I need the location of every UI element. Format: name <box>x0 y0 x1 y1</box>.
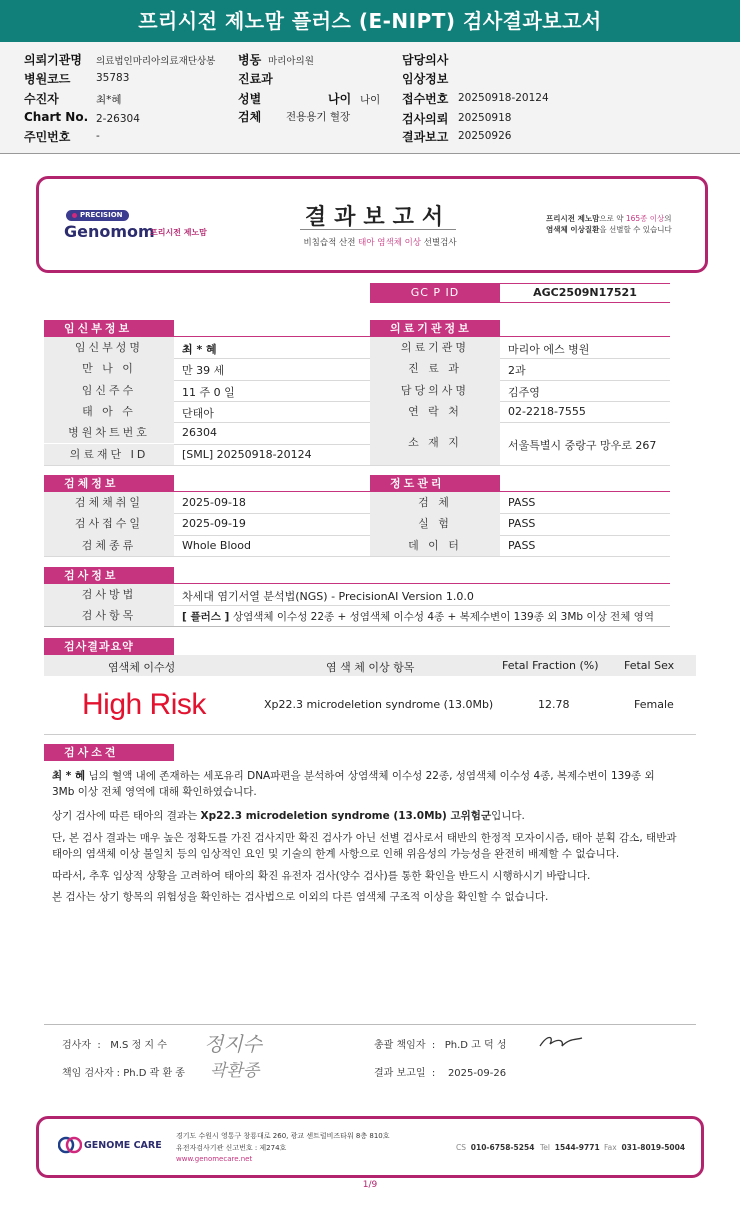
subtitle-c: 선별검사 <box>421 238 457 248</box>
risk-result: High Risk <box>82 688 206 721</box>
row-label: 검체채취일 <box>44 492 174 513</box>
examiner-value: M.S 정 지 수 <box>110 1040 167 1051</box>
row-value: 단태아 <box>182 407 214 421</box>
fraction-value: 12.78 <box>538 698 570 711</box>
note-f: 을 선별할 수 있습니다 <box>599 225 672 234</box>
row-value: 2025-09-19 <box>182 517 246 531</box>
row-divider <box>44 556 370 557</box>
row-label: 데 이 터 <box>370 535 500 556</box>
opinion-name: 최 * 혜 <box>52 770 86 782</box>
responsible-signature: 곽환종 <box>210 1061 260 1081</box>
row-label: 의료재단 ID <box>44 444 174 465</box>
examiner-label-text: 검사자 <box>62 1040 91 1051</box>
row-value: 2과 <box>508 364 526 378</box>
items-text: 상염색체 이수성 22종 + 성염색체 이수성 4종 + 복제수변이 139종 외 3Mb 이상 전체 영역 <box>233 611 654 623</box>
row-label: 만 나 이 <box>44 358 174 379</box>
report-label: 결과보고 <box>402 130 449 144</box>
genome-care-logo-icon <box>58 1136 82 1154</box>
row-label: 실 험 <box>370 513 500 534</box>
pill-dot-icon <box>72 213 77 218</box>
row-value: 마리아 에스 병원 <box>508 343 590 357</box>
section-institution: 의료기관정보 <box>370 320 500 337</box>
director-label: 총괄 책임자 : Ph.D 고 덕 성 <box>374 1040 507 1051</box>
request-header <box>0 42 740 154</box>
footer-cs <box>456 1143 534 1152</box>
genomom-logo: Genomom <box>64 222 155 241</box>
row-label: 병원차트번호 <box>44 422 174 443</box>
brand-sub: 프리시전 제노맘 <box>150 228 207 237</box>
accession-value: 20250918-20124 <box>458 92 549 104</box>
row-label: 진 료 과 <box>370 358 500 379</box>
row-divider <box>44 465 370 466</box>
genome-care-logo: GENOME CARE <box>84 1140 162 1151</box>
row-divider <box>370 465 670 466</box>
row-divider <box>44 734 696 735</box>
dept-label: 진료과 <box>238 72 273 86</box>
report-value: 20250926 <box>458 130 512 142</box>
rrn-value: - <box>96 130 100 142</box>
page-number: 1/9 <box>362 1180 378 1190</box>
age-value: 나이 <box>360 94 381 106</box>
report-date-label: 결과 보고일 : 2025-09-26 <box>374 1068 507 1079</box>
items-bold: [ 플러스 ] <box>182 611 233 623</box>
row-value: 김주영 <box>508 385 540 399</box>
subtitle-a: 비침습적 산전 <box>303 238 359 248</box>
ward-label: 병동 <box>238 53 262 67</box>
row-label: 검 체 <box>370 492 500 513</box>
row-label: 임신주수 <box>44 380 174 401</box>
summary-col1: 염색체 이수성 <box>108 661 176 674</box>
fax-label: Fax <box>604 1143 617 1152</box>
doctor-label: 담당의사 <box>402 53 449 67</box>
method-value: 차세대 염기서열 분석법(NGS) - PrecisionAI Version 1.0.0 <box>182 590 474 603</box>
opinion-p2-c: 입니다. <box>491 810 525 822</box>
pill-text: PRECISION <box>80 211 123 219</box>
section-line <box>500 336 670 337</box>
section-summary: 검사결과요약 <box>44 638 174 655</box>
opinion-p2 <box>52 808 702 824</box>
inst-label: 의뢰기관명 <box>24 53 82 67</box>
row-value: 26304 <box>182 426 217 440</box>
cs-label: CS <box>456 1143 466 1152</box>
patient-label: 수진자 <box>24 92 59 106</box>
row-value: 만 39 세 <box>182 364 225 378</box>
chart-label: Chart No. <box>24 110 89 124</box>
row-divider <box>370 556 670 557</box>
specimen-label: 검체 <box>238 110 262 124</box>
opinion-p1-line2: 3Mb 이상 전체 영역에 대해 확인하였습니다. <box>52 786 257 798</box>
row-label: 소 재 지 <box>370 422 500 465</box>
section-line <box>174 336 370 337</box>
summary-col4: Fetal Sex <box>624 659 675 672</box>
cs-value: 010-6758-5254 <box>470 1143 535 1152</box>
row-value: 서울특별시 중랑구 망우로 267 <box>508 439 657 452</box>
summary-col2: 염 색 체 이상 항목 <box>326 661 415 674</box>
accession-label: 접수번호 <box>402 92 449 106</box>
finding-value: Xp22.3 microdeletion syndrome (13.0Mb) <box>264 698 494 711</box>
opinion-p4: 따라서, 추후 임상적 상황을 고려하여 태아의 확진 유전자 검사(양수 검사)를 통한 확인을 반드시 시행하시기 바랍니다. <box>52 870 591 882</box>
precision-pill <box>66 210 129 221</box>
footer-address: 경기도 수원시 영통구 창룡대로 260, 광교 센트럴비즈타워 8층 810호 <box>176 1132 390 1140</box>
patient-value: 최*혜 <box>96 94 122 106</box>
opinion-p2-b: Xp22.3 microdeletion syndrome (13.0Mb) 고위험군 <box>200 810 492 822</box>
method-label: 검사방법 <box>44 584 174 605</box>
specimen-value: 전용용기 혈장 <box>286 111 351 123</box>
request-label: 검사의뢰 <box>402 112 449 126</box>
section-opinion: 검사소견 <box>44 744 174 761</box>
row-label: 검사접수일 <box>44 513 174 534</box>
chart-value: 2-26304 <box>96 113 140 125</box>
row-value: [SML] 20250918-20124 <box>182 447 312 461</box>
section-line <box>500 491 670 492</box>
gcpid-label: GC P ID <box>370 283 500 303</box>
report-date-label-text: 결과 보고일 <box>374 1068 426 1079</box>
row-value: Whole Blood <box>182 538 251 552</box>
row-label: 의료기관명 <box>370 337 500 358</box>
section-pregnant: 임신부정보 <box>44 320 174 337</box>
note-c: 165종 이상 <box>625 214 665 223</box>
section-line <box>174 491 370 492</box>
items-value <box>182 609 654 624</box>
code-value: 35783 <box>96 72 130 84</box>
director-signature <box>536 1030 586 1052</box>
responsible-label: 책임 검사자 : Ph.D 곽 환 종 <box>62 1068 185 1079</box>
gcpid-value: AGC2509N17521 <box>500 283 670 303</box>
section-specimen: 검체정보 <box>44 475 174 492</box>
tel-value: 1544-9771 <box>554 1143 600 1152</box>
footer-license: 유전자검사기관 신고번호 : 제274호 <box>176 1144 287 1152</box>
row-value: 11 주 0 일 <box>182 385 235 399</box>
inst-value: 의료법인마리아의료재단상봉 <box>96 56 216 67</box>
age-label: 나이 <box>328 92 352 106</box>
opinion-p3 <box>52 830 702 862</box>
row-value: 최 * 혜 <box>182 343 217 357</box>
row-value: 2025-09-18 <box>182 496 246 510</box>
row-label: 연 락 처 <box>370 401 500 422</box>
rrn-label: 주민번호 <box>24 130 71 144</box>
banner-note <box>546 213 696 235</box>
row-label: 담당의사명 <box>370 380 500 401</box>
note-a: 프리시전 제노맘 <box>546 214 600 223</box>
fax-value: 031-8019-5004 <box>621 1143 686 1152</box>
note-b: 으로 약 <box>599 214 626 223</box>
report-title: 프리시전 제노맘 플러스 (E-NIPT) 검사결과보고서 <box>0 0 740 42</box>
doc-title: 결과보고서 <box>304 205 452 230</box>
ward-value: 마리아의원 <box>268 56 314 67</box>
row-label: 검체종류 <box>44 535 174 556</box>
subtitle-b: 태아 염색체 이상 <box>358 238 421 248</box>
examiner-signature: 정지수 <box>204 1032 262 1056</box>
director-value: Ph.D 고 덕 성 <box>444 1040 507 1051</box>
doc-subtitle <box>280 236 480 248</box>
row-value: PASS <box>508 538 536 552</box>
footer-fax <box>604 1143 685 1152</box>
opinion-p3-line2: 태아의 염색체 이상 불일치 등의 임상적인 요인 및 기술의 한계 사항으로 인해 위음성의 가능성을 완전히 배제할 수 없습니다. <box>52 848 620 860</box>
row-value: PASS <box>508 496 536 510</box>
sex-label: 성별 <box>238 92 262 106</box>
note-e: 염색체 이상질환 <box>546 225 600 234</box>
title-divider <box>300 229 456 230</box>
tel-label: Tel <box>540 1143 551 1152</box>
opinion-p5: 본 검사는 상기 항목의 위험성을 확인하는 검사법으로 이외의 다른 염색체 구조적 이상을 확인할 수 없습니다. <box>52 891 549 903</box>
row-label: 태 아 수 <box>44 401 174 422</box>
report-date-value: 2025-09-26 <box>447 1068 507 1079</box>
signature-divider <box>44 1024 696 1025</box>
row-label: 임신부성명 <box>44 337 174 358</box>
row-value: 02-2218-7555 <box>508 405 586 419</box>
row-value: PASS <box>508 517 536 531</box>
items-label: 검사항목 <box>44 605 174 626</box>
fetal-sex-value: Female <box>634 698 674 711</box>
section-test: 검사정보 <box>44 567 174 584</box>
director-label-text: 총괄 책임자 <box>374 1040 426 1051</box>
row-divider <box>44 626 670 627</box>
opinion-p1 <box>52 768 702 800</box>
request-value: 20250918 <box>458 112 512 124</box>
section-line <box>174 583 670 584</box>
note-d: 의 <box>664 214 672 223</box>
opinion-p3-line1: 단, 본 검사 결과는 매우 높은 정확도를 가진 검사지만 확진 검사가 아닌 선별 검사로서 태반의 한정적 모자이시즘, 태아 분획 감소, 태반과 <box>52 832 677 844</box>
code-label: 병원코드 <box>24 72 71 86</box>
examiner-label: 검사자 : M.S 정 지 수 <box>62 1040 167 1051</box>
section-qc: 정도관리 <box>370 475 500 492</box>
footer-tel <box>540 1143 600 1152</box>
footer-url[interactable]: www.genomecare.net <box>176 1155 253 1163</box>
clinical-label: 임상정보 <box>402 72 449 86</box>
summary-col3: Fetal Fraction (%) <box>502 659 599 672</box>
opinion-p1-line1: 님의 혈액 내에 존재하는 세포유리 DNA파편을 분석하여 상염색체 이수성 22종, 성염색체 이수성 4종, 복제수변이 139종 외 <box>85 770 655 782</box>
opinion-p2-a: 상기 검사에 따른 태아의 결과는 <box>52 810 201 822</box>
